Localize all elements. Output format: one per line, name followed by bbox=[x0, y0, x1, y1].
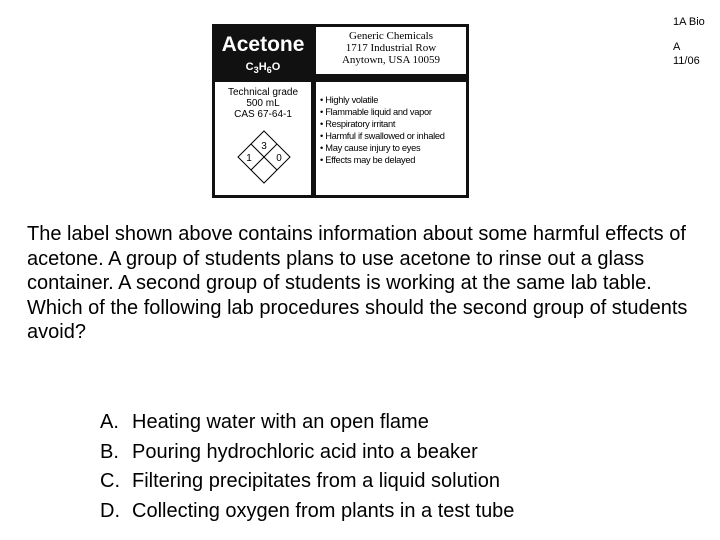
company-name: Generic Chemicals bbox=[349, 30, 433, 42]
hazard-item: • Flammable liquid and vapor bbox=[320, 107, 432, 117]
chemical-label bbox=[212, 24, 469, 198]
reactivity-rating: 0 bbox=[276, 153, 282, 164]
nfpa-hazard-diamond bbox=[237, 130, 291, 184]
manufacturer-block bbox=[316, 27, 466, 74]
hazard-item: • Respiratory irritant bbox=[320, 119, 396, 129]
choice-c: C. Filtering precipitates from a liquid solution bbox=[100, 470, 500, 492]
choice-a: A. Heating water with an open flame bbox=[100, 411, 429, 433]
cas-number: CAS 67-64-1 bbox=[234, 109, 292, 120]
volume: 500 mL bbox=[246, 98, 280, 109]
answer-date bbox=[673, 40, 700, 68]
hazard-item: • May cause injury to eyes bbox=[320, 143, 421, 153]
answer-choices bbox=[100, 408, 514, 526]
grade: Technical grade bbox=[227, 87, 299, 98]
course-label: 1A Bio bbox=[673, 16, 705, 28]
choice-b: B. Pouring hydrochloric acid into a beaker bbox=[100, 440, 478, 463]
label-title-block bbox=[212, 24, 314, 78]
chemical-formula: $C_3H_6O$ bbox=[245, 61, 281, 76]
flammability-rating: 1 bbox=[246, 153, 252, 164]
company-street: 1717 Industrial Row bbox=[345, 42, 437, 54]
company-city: Anytown, USA 10059 bbox=[341, 54, 441, 66]
hazard-item: • Harmful if swallowed or inhaled bbox=[320, 131, 445, 141]
hazard-item: • Highly volatile bbox=[320, 95, 379, 105]
date: 11/06 bbox=[673, 55, 700, 67]
health-rating: 3 bbox=[261, 141, 267, 152]
chemical-name: Acetone bbox=[221, 33, 305, 56]
choice-d: D. Collecting oxygen from plants in a test tube bbox=[100, 499, 515, 522]
hazard-list bbox=[316, 82, 466, 195]
answer-key: A bbox=[673, 41, 681, 53]
hazard-item: • Effects may be delayed bbox=[320, 155, 416, 165]
question-text: The label shown above contains information about some harmful effects of acetone. A group of students plans to use acetone to rinse out a glass container. A second group of students is working at the same lab table. Which of the following lab procedures should the second group of students avoid? bbox=[27, 223, 688, 343]
specs-block bbox=[215, 82, 311, 195]
